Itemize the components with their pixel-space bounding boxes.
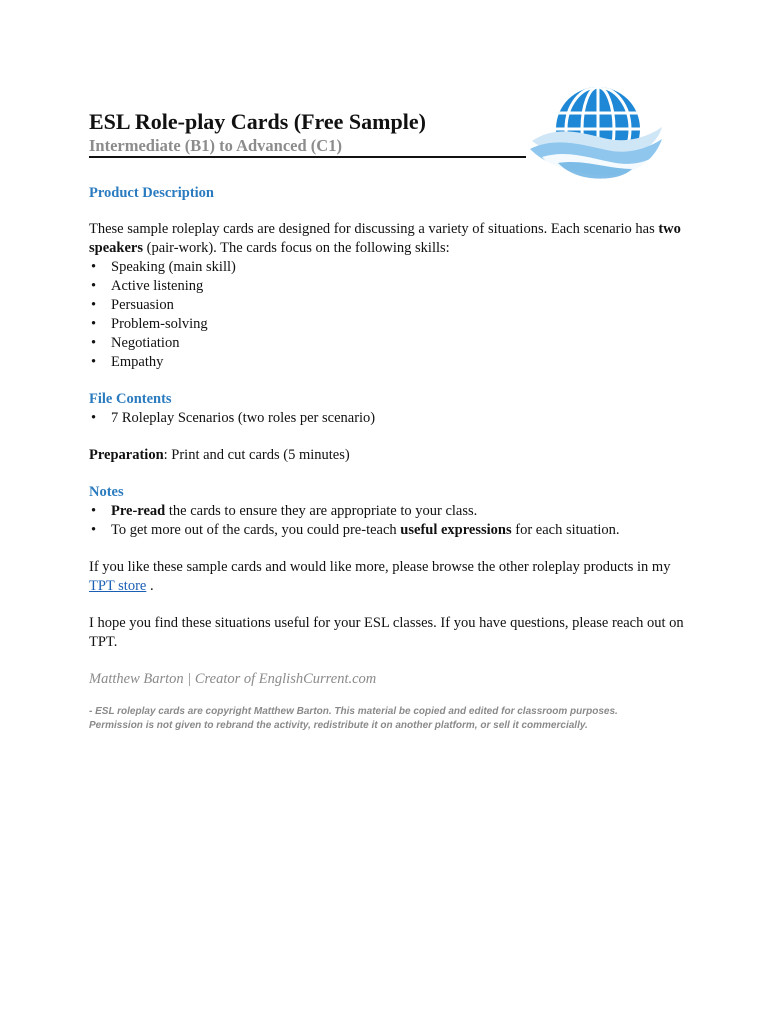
skill-label: Active listening: [111, 278, 204, 294]
list-item: [89, 258, 689, 277]
product-description-heading: Product Description: [89, 185, 214, 201]
title-underline: [89, 156, 526, 158]
note-bold-text: Pre-read: [111, 503, 166, 519]
file-contents-item: 7 Roleplay Scenarios (two roles per scenario): [111, 410, 376, 426]
preparation-text: : Print and cut cards (5 minutes): [163, 447, 350, 463]
list-item: [89, 334, 689, 353]
document-body: [89, 184, 689, 732]
closing-paragraph: I hope you find these situations useful for your ESL classes. If you have questions, please reach out on TPT.: [89, 615, 684, 650]
browse-text-end: .: [146, 578, 154, 594]
document-subtitle: Intermediate (B1) to Advanced (C1): [89, 136, 342, 155]
globe-wave-logo-icon: [528, 83, 664, 183]
list-item: [89, 315, 689, 334]
skill-label: Empathy: [111, 354, 164, 370]
bullet-icon: •: [91, 410, 97, 426]
list-item: [89, 409, 689, 428]
list-item: [89, 353, 689, 372]
bullet-icon: •: [91, 354, 97, 370]
note-bold-text: useful expressions: [400, 522, 512, 538]
description-text-part: (pair-work). The cards focus on the following skills:: [142, 240, 450, 256]
preparation-line: [89, 446, 689, 465]
bullet-icon: •: [91, 522, 97, 538]
skills-list: [89, 258, 689, 372]
bullet-icon: •: [91, 316, 97, 332]
skill-label: Problem-solving: [111, 316, 208, 332]
skill-label: Speaking (main skill): [111, 259, 236, 275]
product-description-text: [89, 220, 689, 258]
skill-label: Negotiation: [111, 335, 180, 351]
note-text: for each situation.: [511, 522, 620, 538]
list-item: [89, 277, 689, 296]
list-item: [89, 502, 689, 521]
description-text-part: These sample roleplay cards are designed for discussing a variety of situations. Each scenario has: [89, 221, 659, 237]
bullet-icon: •: [91, 259, 97, 275]
browse-text: If you like these sample cards and would like more, please browse the other roleplay products in my: [89, 559, 671, 575]
skill-label: Persuasion: [111, 297, 174, 313]
bullet-icon: •: [91, 503, 97, 519]
bullet-icon: •: [91, 278, 97, 294]
document-title: ESL Role-play Cards (Free Sample): [89, 109, 426, 134]
notes-heading: Notes: [89, 484, 124, 500]
notes-list: [89, 502, 689, 540]
copyright-notice: - ESL roleplay cards are copyright Matthew Barton. This material be copied and edited for classroom purposes. Permission is not given to rebrand the activity, redistribute it on another platform, or sell it commercially.: [89, 706, 618, 731]
file-contents-list: [89, 409, 689, 428]
file-contents-heading: File Contents: [89, 391, 172, 407]
list-item: [89, 521, 689, 540]
tpt-store-link[interactable]: TPT store: [89, 578, 147, 594]
author-signature: Matthew Barton | Creator of EnglishCurrent.com: [89, 671, 377, 687]
browse-paragraph: [89, 558, 689, 596]
bullet-icon: •: [91, 297, 97, 313]
description-bold-text: two speakers: [89, 221, 681, 256]
preparation-label: Preparation: [89, 447, 164, 463]
list-item: [89, 296, 689, 315]
note-text: the cards to ensure they are appropriate to your class.: [165, 503, 478, 519]
note-text: To get more out of the cards, you could pre-teach: [111, 522, 401, 538]
bullet-icon: •: [91, 335, 97, 351]
